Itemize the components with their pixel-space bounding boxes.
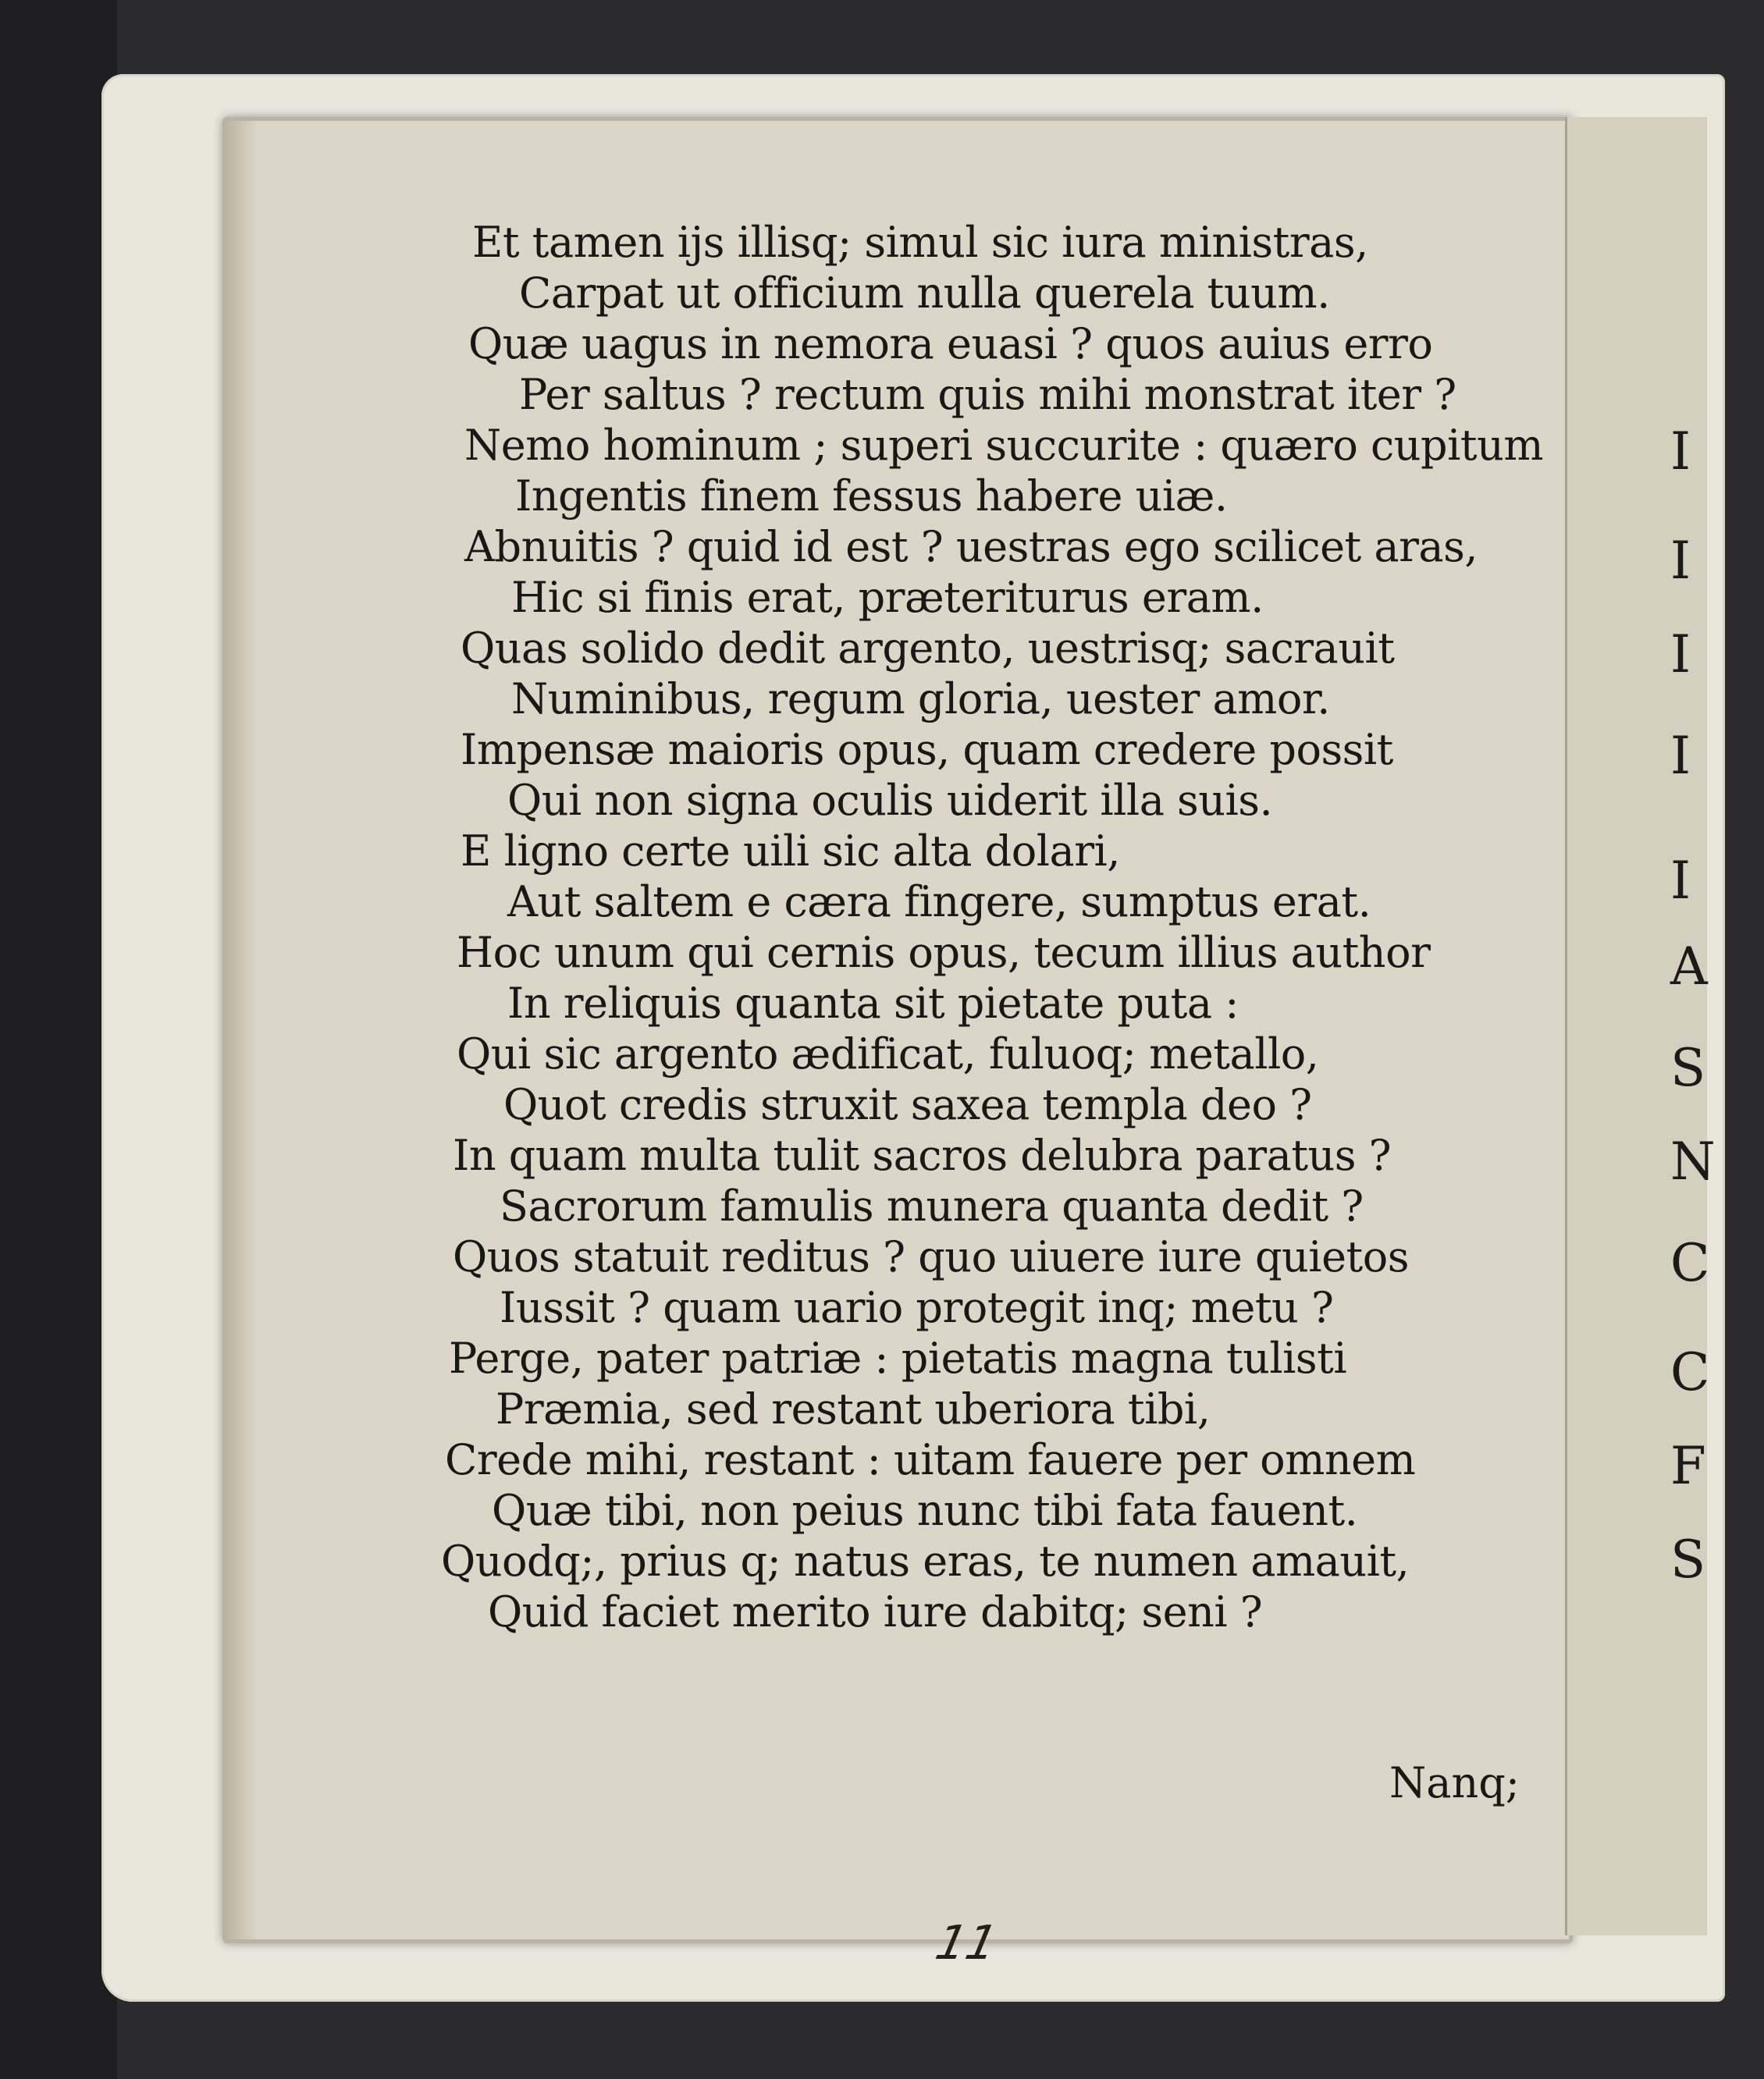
facing-page-letter: A — [1670, 936, 1708, 997]
poem-line: Quodq;, prius q; natus eras, te numen amauit, — [441, 1537, 1410, 1586]
poem-line: Et tamen ijs illisq; simul sic iura ministras, — [472, 218, 1368, 267]
poem-line: Hic si finis erat, præteriturus eram. — [511, 573, 1264, 622]
facing-page-letter: N — [1670, 1132, 1716, 1192]
poem-line: Iussit ? quam uario protegit inq; metu ? — [500, 1283, 1334, 1332]
poem-line: Numinibus, regum gloria, uester amor. — [511, 674, 1330, 723]
poem-line: Quæ tibi, non peius nunc tibi fata fauent. — [492, 1486, 1358, 1535]
poem-line: Hoc unum qui cernis opus, tecum illius author — [457, 928, 1431, 977]
poem-line: E ligno certe uili sic alta dolari, — [461, 826, 1120, 876]
facing-page-letter: C — [1670, 1233, 1710, 1293]
poem-line: Quas solido dedit argento, uestrisq; sacrauit — [461, 624, 1395, 673]
binding-edge — [0, 0, 117, 2079]
poem-line: Quæ uagus in nemora euasi ? quos auius erro — [468, 319, 1433, 368]
poem-line: Præmia, sed restant uberiora tibi, — [496, 1384, 1211, 1434]
poem-line: Quid faciet merito iure dabitq; seni ? — [488, 1587, 1263, 1637]
poem-line: Per saltus ? rectum quis mihi monstrat iter ? — [519, 370, 1456, 419]
poem-line: Crede mihi, restant : uitam fauere per omnem — [445, 1435, 1416, 1484]
poem-line: Qui non signa oculis uiderit illa suis. — [507, 776, 1273, 825]
facing-page-letter: F — [1670, 1436, 1706, 1496]
poem-line: Quos statuit reditus ? quo uiuere iure quietos — [453, 1232, 1409, 1281]
poem-line: Carpat ut officium nulla querela tuum. — [519, 268, 1330, 318]
facing-page-letter: I — [1670, 726, 1691, 786]
poem-line: Aut saltem e cæra fingere, sumptus erat. — [507, 877, 1371, 926]
poem-line: Abnuitis ? quid id est ? uestras ego scilicet aras, — [464, 522, 1478, 571]
facing-page-letter: S — [1670, 1530, 1706, 1590]
poem-line: In quam multa tulit sacros delubra paratus ? — [453, 1131, 1392, 1180]
facing-page-letter: I — [1670, 531, 1691, 591]
facing-page-letter: I — [1670, 624, 1691, 684]
poem-line: Sacrorum famulis munera quanta dedit ? — [500, 1182, 1364, 1231]
facing-page-letter: S — [1670, 1038, 1706, 1098]
facing-page-letter: I — [1670, 851, 1691, 911]
poem-line: Qui sic argento ædificat, fuluoq; metallo, — [457, 1029, 1319, 1079]
poem-line: Quot credis struxit saxea templa deo ? — [503, 1080, 1312, 1129]
poem-line: In reliquis quanta sit pietate puta : — [507, 979, 1239, 1028]
catchword: Nanq; — [1389, 1758, 1520, 1807]
poem-line: Perge, pater patriæ : pietatis magna tulisti — [449, 1334, 1347, 1383]
poem-line: Nemo hominum ; superi succurite : quæro cupitum — [464, 421, 1544, 470]
facing-page-letter: C — [1670, 1342, 1710, 1402]
book-page — [222, 117, 1573, 1971]
poem-line: Impensæ maioris opus, quam credere possit — [461, 725, 1393, 774]
page-number: 11 — [930, 1916, 1002, 1971]
poem-line: Ingentis finem fessus habere uiæ. — [515, 471, 1228, 521]
facing-page-edge — [1565, 117, 1707, 1935]
facing-page-letter: I — [1670, 421, 1691, 482]
